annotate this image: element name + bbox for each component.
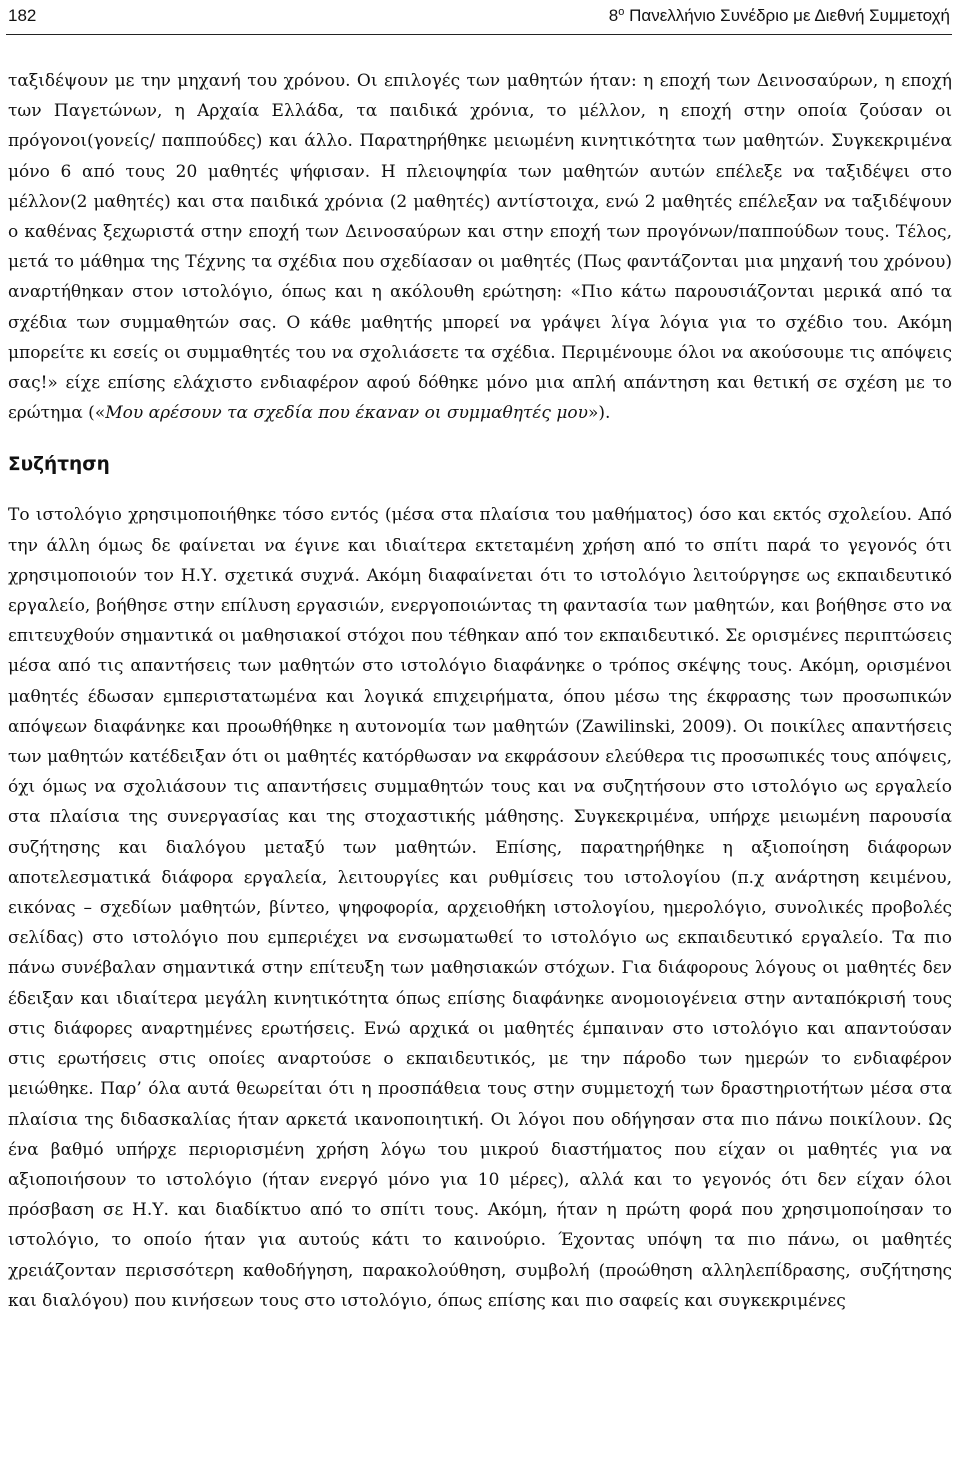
paragraph-text: ταξιδέψουν με την μηχανή του χρόνου. Οι επιλογές των μαθητών ήταν: η εποχή των Δεινοσαύρων, η εποχή των Παγετώνων, η Αρχαία Ελλάδα, τα παιδικά χρόνια, το μέλλον, η εποχή στην οποία ζούσαν οι πρόγονοι(γονείς/ παππούδες) και άλλο. Παρατηρήθηκε μειωμένη κινητικότητα των μαθητών. Συγκεκριμένα μόνο 6 από τους 20 μαθητές ψήφισαν. Η πλειοψηφία των μαθητών αυτών επέλεξε να ταξιδέψει στο μέλλον(2 μαθητές) και στα παιδικά χρόνια (2 μαθητές) αντίστοιχα, ενώ 2 μαθητές επέλεξαν να ταξιδέψουν ο καθένας ξεχωριστά στην εποχή των Δεινοσαύρων και στην εποχή των προγόνων/παππούδων τους. Τέλος, μετά το μάθημα της Τέχνης τα σχέδια που σχεδίασαν οι μαθητές (Πως φαντάζονται μια μηχανή του χρόνου) αναρτήθηκαν στον ιστολόγιο, όπως και η ακόλουθη ερώτηση: «Πιο κάτω παρουσιάζονται μερικά από τα σχέδια των συμμαθητών σας. Ο κάθε μαθητής μπορεί να γράψει λίγα λόγια για το σχέδιο του. Ακόμη μπορείτε κι εσείς οι συμμαθητές του να σχολιάσετε τα σχέδια. Περιμένουμε όλοι να ακούσουμε τις απόψεις σας!» είχε επίσης ελάχιστο ενδιαφέρον αφού δόθηκε μόνο μια απλή απάντηση και θετική σε σχέση με το ερώτημα (« [8, 71, 952, 424]
page-body [8, 66, 952, 1316]
body-paragraph-results [8, 66, 952, 428]
body-paragraph-discussion: Το ιστολόγιο χρησιμοποιήθηκε τόσο εντός (μέσα στα πλαίσια του μαθήματος) όσο και εκτός σχολείου. Από την άλλη όμως δε φαίνεται να έγινε και ιδιαίτερα εκτεταμένη χρήση από το σπίτι παρά το γεγονός ότι χρησιμοποιούν τον Η.Υ. σχετικά συχνά. Ακόμη διαφαίνεται ότι το ιστολόγιο λειτούργησε ως εκπαιδευτικό εργαλείο, βοήθησε στην επίλυση εργασιών, ενεργοποιώντας τη φαντασία των μαθητών, και βοήθησε στο να επιτευχθούν σημαντικά οι μαθησιακοί στόχοι που τέθηκαν από τον εκπαιδευτικό. Σε ορισμένες περιπτώσεις μέσα από τις απαντήσεις των μαθητών στο ιστολόγιο διαφάνηκε ο τρόπος σκέψης τους. Ακόμη, ορισμένοι μαθητές έδωσαν εμπεριστατωμένα και λογικά επιχειρήματα, όπου μέσω της έκφρασης των προσωπικών απόψεων διαφάνηκε και προωθήθηκε η αυτονομία των μαθητών (Zawilinski, 2009). Οι ποικίλες απαντήσεις των μαθητών κατέδειξαν ότι οι μαθητές κατόρθωσαν να εκφράσουν ελεύθερα τις προσωπικές τους απόψεις, όχι όμως να σχολιάσουν τις απαντήσεις συμμαθητών τους και να συζητήσουν στο ιστολόγιο ως εργαλείο στα πλαίσια της συνεργασίας και της στοχαστικής μάθησης. Συγκεκριμένα, υπήρχε μειωμένη παρουσία συζήτησης και διαλόγου μεταξύ των μαθητών. Επίσης, παρατηρήθηκε η αξιοποίηση διάφορων αποτελεσματικά διάφορα εργαλεία, λειτουργίες και ρυθμίσεις του ιστολογίου (π.χ ανάρτηση κειμένου, εικόνας – σχεδίων μαθητών, βίντεο, ψηφοφορία, αρχειοθήκη ιστολογίου, ημερολόγιο, συνολικές προβολές σελίδας) στο ιστολόγιο που εμπεριέχει να ενσωματωθεί το ιστολόγιο ως εκπαιδευτικό εργαλείο. Τα πιο πάνω συνέβαλαν σημαντικά στην επίτευξη των μαθησιακών στόχων. Για διάφορους λόγους οι μαθητές δεν έδειξαν και ιδιαίτερα μεγάλη κινητικότητα όπως επίσης διαφάνηκε ανομοιογένεια στην ανταπόκρισή τους στις διάφορες αναρτημένες ερωτήσεις. Ενώ αρχικά οι μαθητές έμπαιναν στο ιστολόγιο και απαντούσαν στις ερωτήσεις στις οποίες αναρτούσε ο εκπαιδευτικός, με την πάροδο των ημερών το ενδιαφέρον μειώθηκε. Παρ’ όλα αυτά θεωρείται ότι η προσπάθεια τους στην συμμετοχή των δραστηριοτήτων μέσα στα πλαίσια της διδασκαλίας ήταν αρκετά ικανοποιητική. Οι λόγοι που οδήγησαν στα πιο πάνω ποικίλουν. Ως ένα βαθμό υπήρχε περιορισμένη χρήση λόγω του μικρού διαστήματος που είχαν οι μαθητές για να αξιοποιήσουν το ιστολόγιο (ήταν ενεργό μόνο για 10 μέρες), αλλά και το γεγονός ότι δεν είχαν όλοι πρόσβαση σε Η.Υ. και διαδίκτυο από το σπίτι τους. Ακόμη, ήταν η πρώτη φορά που χρησιμοποίησαν το ιστολόγιο, το οποίο ήταν για αυτούς κάτι το καινούριο. Έχοντας υπόψη τα πιο πάνω, οι μαθητές χρειάζονταν περισσότερη καθοδήγηση, παρακολούθηση, συμβολή (προώθηση αλληλεπίδρασης, συζήτησης και διαλόγου) που κινήσεων τους στο ιστολόγιο, όπως επίσης και πιο σαφείς και συγκεκριμένες [8, 505, 952, 1311]
conference-ordinal: 8 [608, 6, 619, 25]
page-header [6, 0, 952, 35]
paragraph-text-end: »). [587, 403, 611, 424]
conference-ordinal-superscript: ο [618, 6, 625, 18]
page-number: 182 [8, 6, 37, 25]
section-heading: Συζήτηση [8, 454, 110, 476]
conference-name: Πανελλήνιο Συνέδριο με Διεθνή Συμμετοχή [629, 6, 950, 25]
conference-title [609, 6, 950, 26]
student-quote: Μου αρέσουν τα σχεδία που έκαναν οι συμμαθητές μου [105, 403, 588, 424]
